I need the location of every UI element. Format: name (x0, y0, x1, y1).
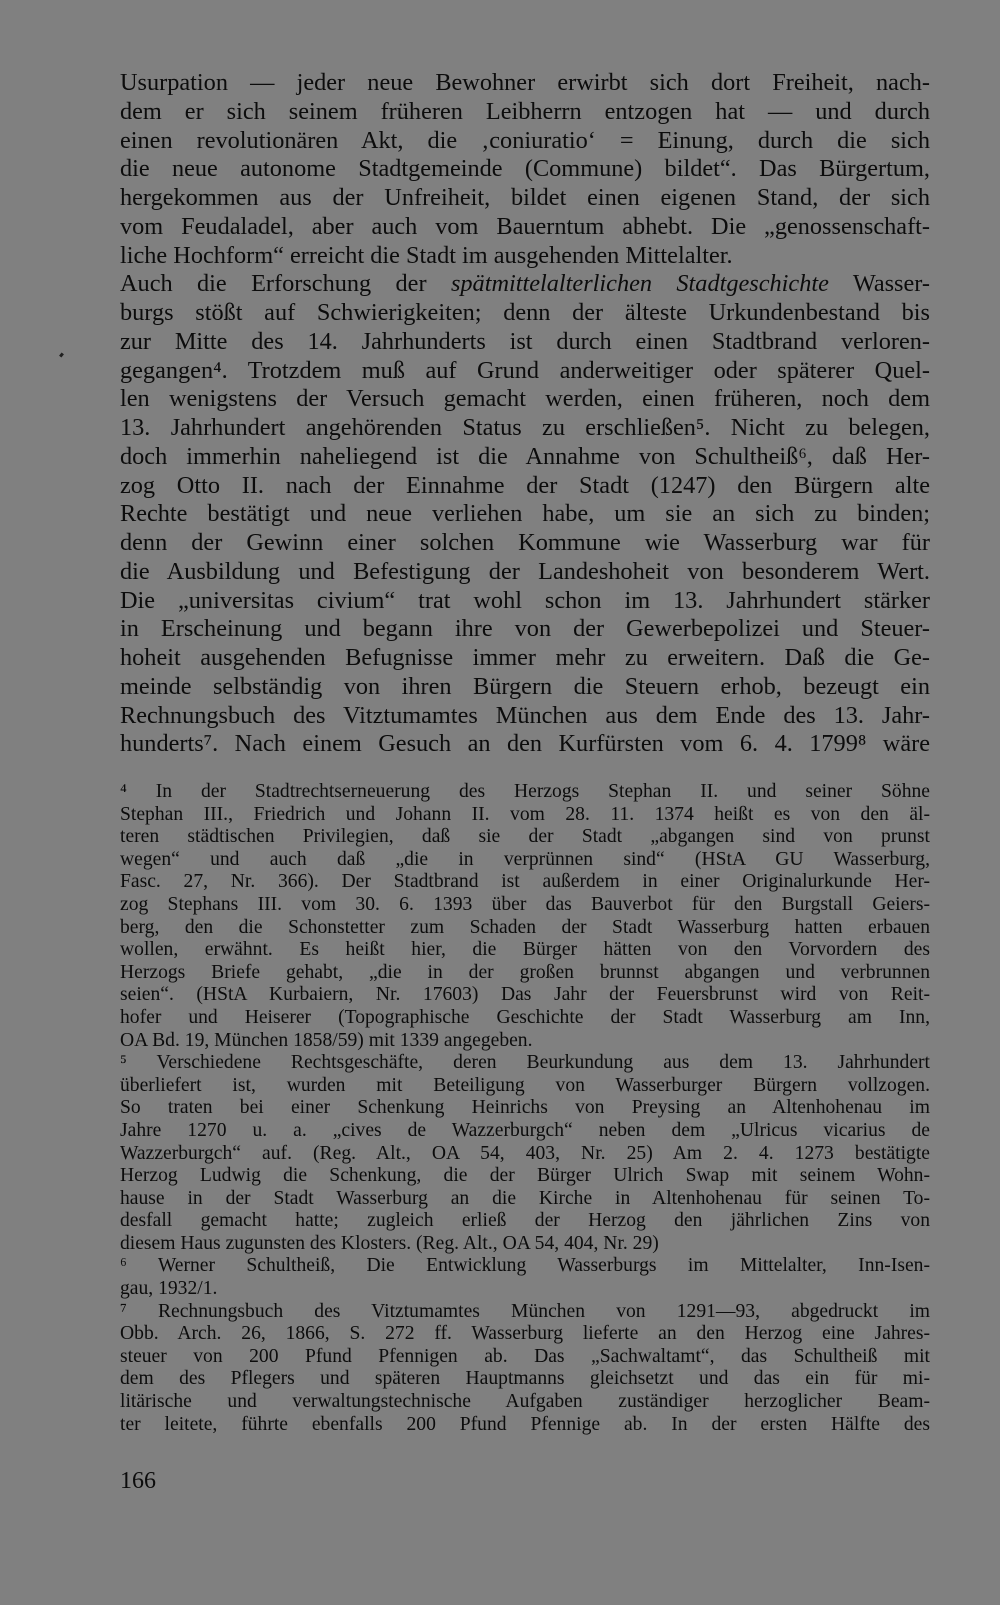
text-line: in Erscheinung und begann ihre von der Gewerbepolizei und Steuer- (120, 615, 930, 643)
text-line: 13. Jahrhundert angehörenden Status zu erschließen⁵. Nicht zu belegen, (120, 414, 930, 441)
text-line: len wenigstens der Versuch gemacht werden, einen früheren, noch dem (120, 385, 930, 413)
page-number: 166 (120, 1468, 156, 1494)
text-line: Die „universitas civium“ trat wohl schon im 13. Jahrhundert stärker (120, 586, 930, 614)
text-line: die neue autonome Stadtgemeinde (Commune) bildet“. Das Bürgertum, (120, 155, 930, 183)
footnote-line: steuer von 200 Pfund Pfennigen ab. Das „Sachwaltamt“, das Schultheiß mit (120, 1345, 930, 1367)
footnote-line: OA Bd. 19, München 1858/59) mit 1339 angegeben. (120, 1029, 533, 1051)
footnote-line: ⁶ Werner Schultheiß, Die Entwicklung Wasserburgs im Mittelalter, Inn-Isen- (120, 1255, 930, 1277)
footnote-line: hofer und Heiserer (Topographische Geschichte der Stadt Wasserburg am Inn, (120, 1006, 930, 1028)
footnote-line: Jahre 1270 u. a. „cives de Wazzerburgch“ neben dem „Ulricus vicarius de (120, 1119, 930, 1141)
footnotes-block (120, 781, 930, 1436)
footnote-line: Obb. Arch. 26, 1866, S. 272 ff. Wasserburg lieferte an den Herzog eine Jahres- (120, 1323, 930, 1345)
text-line: die Ausbildung und Befestigung der Landeshoheit von besonderem Wert. (120, 557, 930, 585)
text-line: meinde selbständig von ihren Bürgern die Steuern erhob, bezeugt ein (120, 672, 930, 700)
footnote-line: diesem Haus zugunsten des Klosters. (Reg. Alt., OA 54, 404, Nr. 29) (120, 1232, 659, 1254)
footnote-line: litärische und verwaltungstechnische Aufgaben zuständiger herzoglicher Beam- (120, 1391, 930, 1413)
footnote-line: ⁷ Rechnungsbuch des Vitztumamtes München von 1291—93, abgedruckt im (120, 1300, 930, 1322)
footnote-line: ⁵ Verschiedene Rechtsgeschäfte, deren Beurkundung aus dem 13. Jahrhundert (120, 1052, 930, 1074)
footnote-line: Fasc. 27, Nr. 366). Der Stadtbrand ist außerdem in einer Originalurkunde Her- (120, 871, 930, 893)
text-line: dem er sich seinem früheren Leibherrn entzogen hat — und durch (120, 97, 930, 125)
footnote-line: hause in der Stadt Wasserburg an die Kirche in Altenhohenau für seinen To- (120, 1187, 930, 1209)
text-line: vom Feudaladel, aber auch vom Bauerntum abhebt. Die „genossenschaft- (120, 212, 930, 240)
footnote-line: wegen“ und auch daß „die in verprünnen sind“ (HStA GU Wasserburg, (120, 848, 930, 870)
footnote-line: desfall gemacht hatte; zugleich erließ der Herzog den jährlichen Zins von (120, 1210, 930, 1232)
italic-heading: spätmittelalterlichen Stadtgeschichte (450, 270, 829, 298)
text-line: hoheit ausgehenden Befugnisse immer mehr zu erweitern. Daß die Ge- (120, 644, 930, 671)
footnote-line: ter leitete, führte ebenfalls 200 Pfund Pfennige ab. In der ersten Hälfte des (120, 1413, 930, 1435)
footnote-line: Herzogs Briefe gehabt, „die in der großen brunnst abgangen und verbrunnen (120, 961, 930, 983)
footnote-line: teren städtischen Privilegien, daß sie der Stadt „abgangen sind von prunst (120, 826, 930, 848)
footnote-line: berg, den die Schonstetter zum Schaden der Stadt Wasserburg hatten erbauen (120, 916, 930, 938)
footnote-line: wollen, erwähnt. Es heißt hier, die Bürger hätten von den Vorvordern des (120, 939, 930, 961)
text-line: doch immerhin naheliegend ist die Annahme von Schultheiß⁶, daß Her- (120, 442, 930, 470)
footnote-line: Herzog Ludwig die Schenkung, die der Bürger Ulrich Swap mit seinem Wohn- (120, 1165, 930, 1187)
main-text-block (120, 69, 930, 759)
footnote-line: So traten bei einer Schenkung Heinrichs von Preysing an Altenhohenau im (120, 1097, 930, 1119)
text-line: zur Mitte des 14. Jahrhunderts ist durch einen Stadtbrand verloren- (120, 327, 930, 355)
text-segment: Wasser- (828, 270, 930, 298)
text-line: hergekommen aus der Unfreiheit, bildet einen eigenen Stand, der sich (120, 184, 930, 211)
footnote-line: dem des Pflegers und späteren Hauptmanns gleichsetzt und das ein für mi- (120, 1368, 930, 1390)
text-line: burgs stößt auf Schwierigkeiten; denn der älteste Urkundenbestand bis (120, 299, 930, 326)
text-line (120, 270, 930, 299)
text-line: zog Otto II. nach der Einnahme der Stadt (1247) den Bürgern alte (120, 471, 930, 499)
footnote-line: ⁴ In der Stadtrechtserneuerung des Herzogs Stephan II. und seiner Söhne (120, 781, 930, 802)
stray-ink-mark (59, 353, 64, 358)
text-line: Rechnungsbuch des Vitztumamtes München aus dem Ende des 13. Jahr- (120, 701, 930, 729)
footnote-line: seien“. (HStA Kurbaiern, Nr. 17603) Das Jahr der Feuersbrunst wird von Reit- (120, 984, 930, 1006)
text-line: denn der Gewinn einer solchen Kommune wie Wasserburg war für (120, 529, 930, 556)
footnote-line: zog Stephans III. vom 30. 6. 1393 über das Bauverbot für den Burgstall Geiers- (120, 893, 930, 915)
text-line: hunderts⁷. Nach einem Gesuch an den Kurfürsten vom 6. 4. 1799⁸ wäre (120, 730, 930, 758)
text-line: einen revolutionären Akt, die ‚coniuratio‘ = Einung, durch die sich (120, 126, 930, 154)
footnote-line: überliefert ist, wurden mit Beteiligung von Wasserburger Bürgern vollzogen. (120, 1074, 930, 1096)
footnote-line: Stephan III., Friedrich und Johann II. vom 28. 11. 1374 heißt es von den äl- (120, 803, 930, 825)
footnote-line: Wazzerburgch“ auf. (Reg. Alt., OA 54, 403, Nr. 25) Am 2. 4. 1273 bestätigte (120, 1142, 930, 1164)
text-segment: Auch die Erforschung der (120, 270, 451, 298)
text-line: Usurpation — jeder neue Bewohner erwirbt sich dort Freiheit, nach- (120, 69, 930, 96)
text-line: liche Hochform“ erreicht die Stadt im ausgehenden Mittelalter. (120, 241, 733, 269)
text-line: Rechte bestätigt und neue verliehen habe, um sie an sich zu binden; (120, 500, 930, 528)
text-line: gegangen⁴. Trotzdem muß auf Grund anderweitiger oder späterer Quel- (120, 356, 930, 384)
footnote-line: gau, 1932/1. (120, 1278, 218, 1300)
